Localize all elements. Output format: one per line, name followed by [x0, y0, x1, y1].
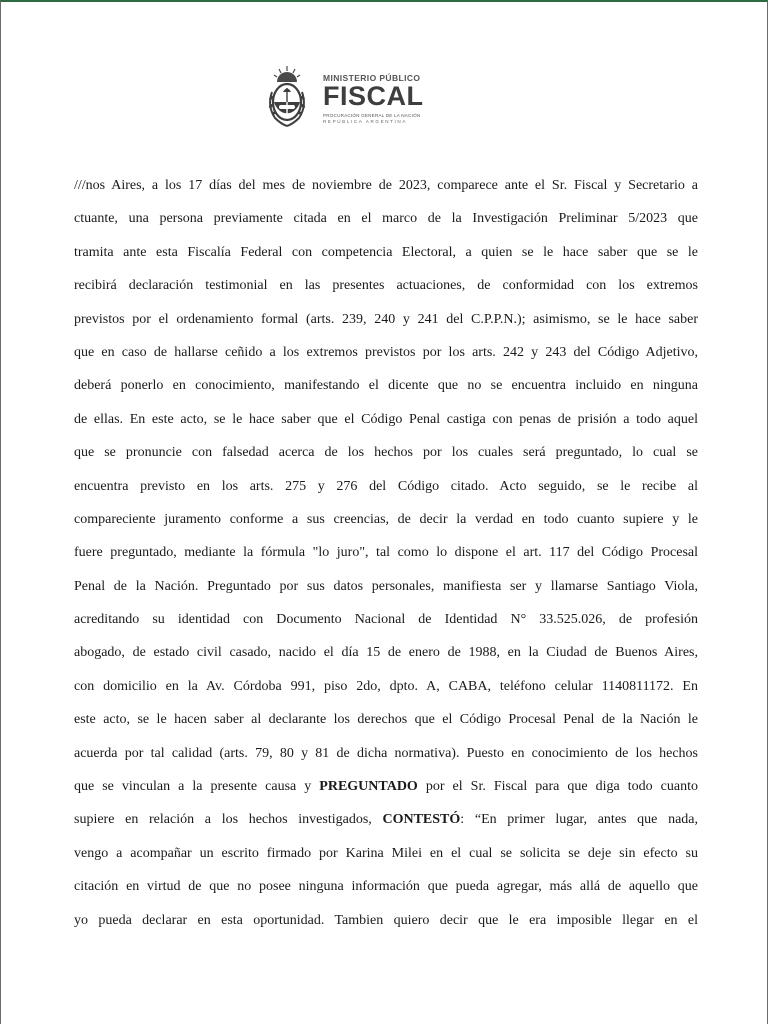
- testimony-body: [74, 174, 698, 942]
- text-line: con domicilio en la Av. Córdoba 991, piso 2do, dpto. A, CABA, teléfono celular 1140811172. En: [74, 678, 698, 694]
- letterhead: [263, 62, 424, 130]
- text-line: que se pronuncie con falsedad acerca de los hechos por los cuales será preguntado, lo cual se: [74, 445, 698, 461]
- institution-brand: [323, 69, 424, 124]
- text-line: Penal de la Nación. Preguntado por sus datos personales, manifiesta ser y llamarse Santiago Viola,: [74, 578, 698, 594]
- republica-label: REPÚBLICA ARGENTINA: [323, 118, 408, 124]
- text-line: tramita ante esta Fiscalía Federal con competencia Electoral, a quien se le hace saber que se le: [74, 244, 698, 260]
- text-line-contesto: [74, 808, 698, 841]
- text-line: acreditando su identidad con Documento Nacional de Identidad N° 33.525.026, de profesión: [74, 612, 698, 628]
- text-line: acuerda por tal calidad (arts. 79, 80 y 81 de dicha normativa). Puesto en conocimiento de los hechos: [74, 745, 698, 761]
- text-line: encuentra previsto en los arts. 275 y 276 del Código citado. Acto seguido, se le recibe al: [74, 478, 698, 494]
- text-line-preguntado: [74, 775, 698, 808]
- text-line: de ellas. En este acto, se le hace saber que el Código Penal castiga con penas de prisión a todo aquel: [74, 411, 698, 427]
- coat-of-arms-icon: [263, 62, 311, 130]
- text-line: citación en virtud de que no posee ninguna información que pueda agregar, más allá de aquello que: [74, 879, 698, 895]
- text-segment: : “En primer lugar, antes que nada,: [460, 812, 698, 828]
- text-segment: que se vinculan a la presente causa y: [74, 779, 320, 795]
- text-line: ///nos Aires, a los 17 días del mes de noviembre de 2023, comparece ante el Sr. Fiscal y Secretario a: [74, 178, 698, 193]
- text-line: deberá ponerlo en conocimiento, manifestando el dicente que no se encuentra incluido en ninguna: [74, 378, 698, 394]
- ministerio-label: MINISTERIO PÚBLICO: [323, 72, 421, 83]
- text-line: yo pueda declarar en esta oportunidad. Tambien quiero decir que le era imposible llegar en el: [74, 912, 698, 928]
- text-line: compareciente juramento conforme a sus creencias, de decir la verdad en todo cuanto supiere y le: [74, 511, 698, 527]
- text-line: ctuante, una persona previamente citada en el marco de la Investigación Preliminar 5/2023 que: [74, 211, 698, 227]
- text-line: vengo a acompañar un escrito firmado por Karina Milei en el cual se solicita se deje sin efecto su: [74, 845, 698, 861]
- text-line: recibirá declaración testimonial en las presentes actuaciones, de conformidad con los extremos: [74, 278, 698, 294]
- procuracion-label: PROCURACIÓN GENERAL DE LA NACIÓN: [323, 112, 421, 118]
- text-line: este acto, se le hacen saber al declarante los derechos que el Código Procesal Penal de la Nación le: [74, 712, 698, 728]
- text-line: previstos por el ordenamiento formal (arts. 239, 240 y 241 del C.P.P.N.); asimismo, se le hace saber: [74, 311, 698, 327]
- text-segment: por el Sr. Fiscal para que diga todo cuanto: [417, 779, 698, 795]
- text-line: fuere preguntado, mediante la fórmula "lo juro", tal como lo dispone el art. 117 del Código Procesal: [74, 545, 698, 561]
- text-line: que en caso de hallarse ceñido a los extremos previstos por los arts. 242 y 243 del Código Adjetivo,: [74, 344, 698, 360]
- text-line: abogado, de estado civil casado, nacido el día 15 de enero de 1988, en la Ciudad de Buenos Aires,: [74, 645, 698, 661]
- fiscal-wordmark: FISCAL: [323, 80, 424, 111]
- text-segment: supiere en relación a los hechos investigados,: [74, 812, 383, 828]
- bold-contesto: CONTESTÓ: [382, 812, 461, 828]
- bold-preguntado: PREGUNTADO: [319, 779, 418, 795]
